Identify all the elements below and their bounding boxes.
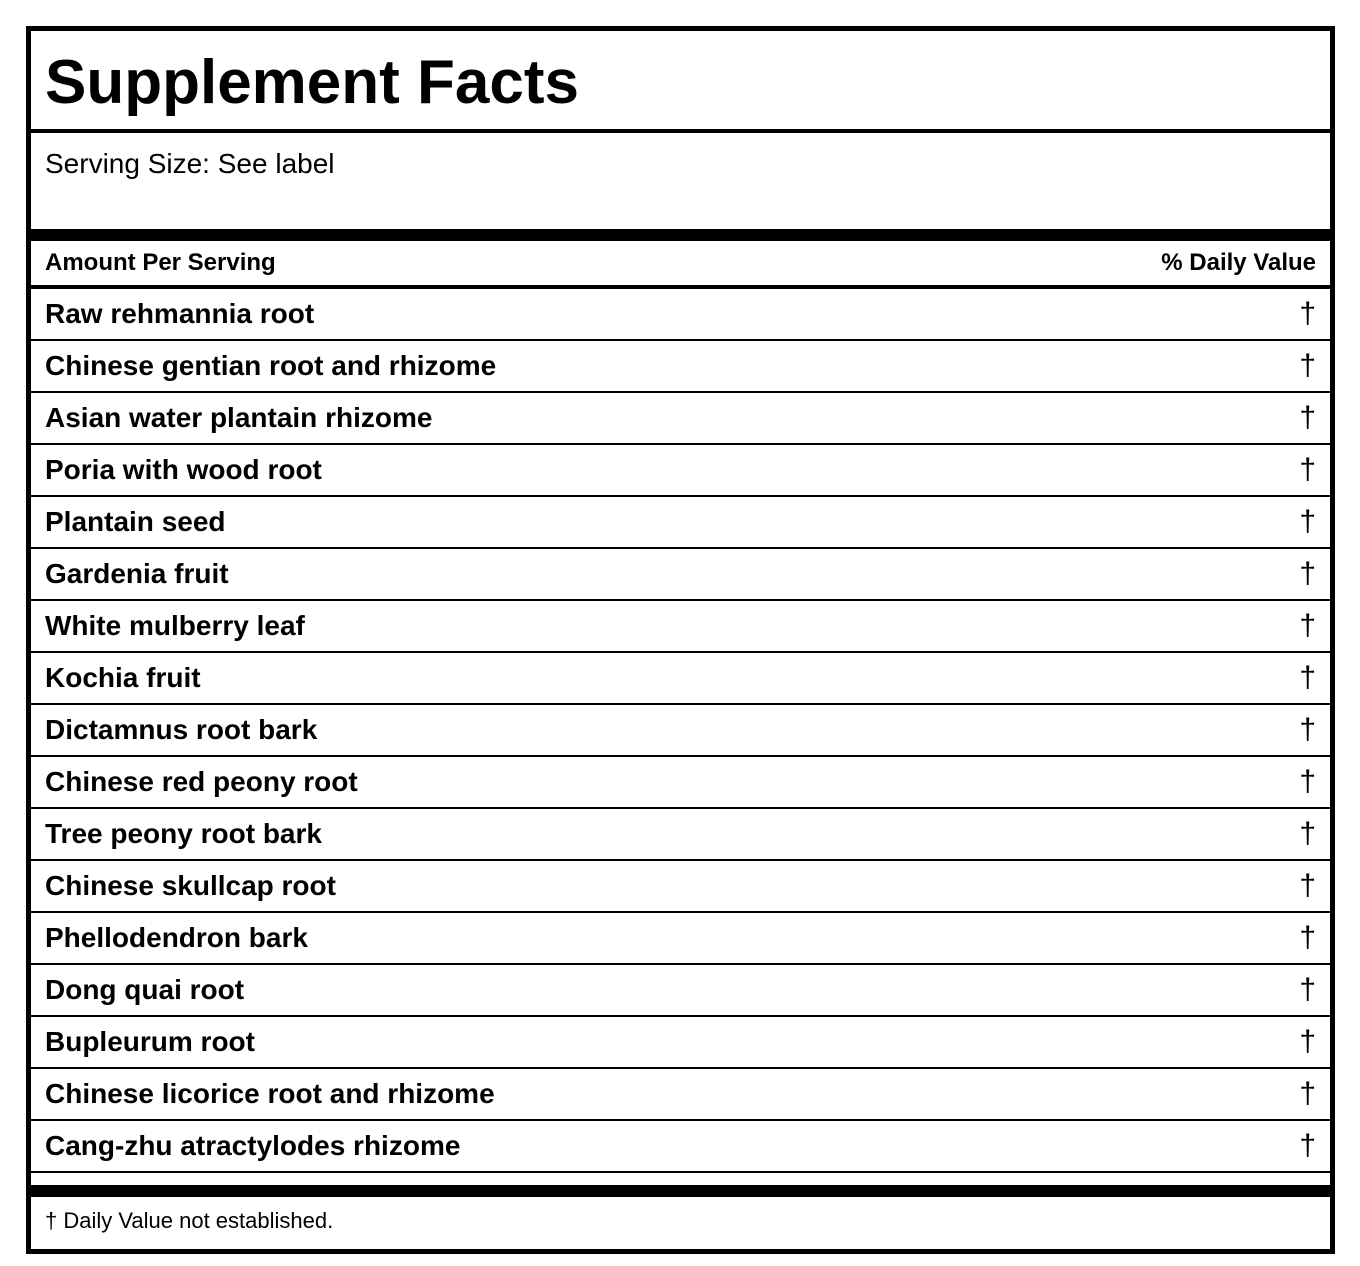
ingredient-row [31,341,1330,393]
ingredient-row [31,1017,1330,1069]
daily-value-dagger: † [1299,765,1316,798]
footnote-divider [31,1185,1330,1197]
ingredient-name: Plantain seed [45,506,226,537]
supplement-facts-panel [26,26,1335,1254]
ingredient-name: Dong quai root [45,974,245,1005]
daily-value-dagger: † [1299,453,1316,486]
ingredient-name: Poria with wood root [45,454,322,485]
daily-value-dagger: † [1299,1025,1316,1058]
panel-title: Supplement Facts [45,48,579,117]
ingredient-name: Chinese skullcap root [45,870,336,901]
daily-value-dagger: † [1299,505,1316,538]
daily-value-dagger: † [1299,661,1316,694]
ingredient-row [31,965,1330,1017]
ingredient-name: Dictamnus root bark [45,714,318,745]
ingredient-name: Chinese red peony root [45,766,358,797]
ingredient-name: Kochia fruit [45,662,201,693]
serving-size: Serving Size: See label [45,148,335,179]
ingredient-row [31,601,1330,653]
daily-value-dagger: † [1299,817,1316,850]
daily-value-dagger: † [1299,1077,1316,1110]
ingredient-name: Chinese gentian root and rhizome [45,350,497,381]
serving-divider [31,229,1330,241]
ingredient-name: Cang-zhu atractylodes rhizome [45,1130,461,1161]
ingredient-row [31,913,1330,965]
ingredient-name: Gardenia fruit [45,558,229,589]
ingredient-name: Raw rehmannia root [45,298,315,329]
daily-value-dagger: † [1299,401,1316,434]
daily-value-dagger: † [1299,869,1316,902]
daily-value-dagger: † [1299,921,1316,954]
ingredient-name: Phellodendron bark [45,922,308,953]
ingredient-row [31,497,1330,549]
ingredient-name: Asian water plantain rhizome [45,402,433,433]
daily-value-dagger: † [1299,1129,1316,1162]
table-header [31,241,1330,285]
ingredient-row [31,1069,1330,1121]
ingredient-name: Tree peony root bark [45,818,322,849]
daily-value-dagger: † [1299,297,1316,330]
ingredient-row [31,809,1330,861]
ingredient-row [31,757,1330,809]
ingredient-row [31,549,1330,601]
ingredient-row [31,861,1330,913]
daily-value-dagger: † [1299,349,1316,382]
daily-value-dagger: † [1299,973,1316,1006]
daily-value-label: % Daily Value [1161,249,1316,276]
daily-value-dagger: † [1299,713,1316,746]
ingredient-row [31,653,1330,705]
ingredient-name: Chinese licorice root and rhizome [45,1078,495,1109]
ingredient-name: Bupleurum root [45,1026,255,1057]
ingredient-row [31,1121,1330,1173]
list-spacer [31,1173,1330,1185]
footnote: † Daily Value not established. [45,1208,334,1233]
amount-per-serving-label: Amount Per Serving [45,249,276,276]
ingredient-list [31,289,1330,1173]
ingredient-row [31,705,1330,757]
ingredient-name: White mulberry leaf [45,610,305,641]
ingredient-row [31,289,1330,341]
daily-value-dagger: † [1299,557,1316,590]
ingredient-row [31,445,1330,497]
daily-value-dagger: † [1299,609,1316,642]
ingredient-row [31,393,1330,445]
